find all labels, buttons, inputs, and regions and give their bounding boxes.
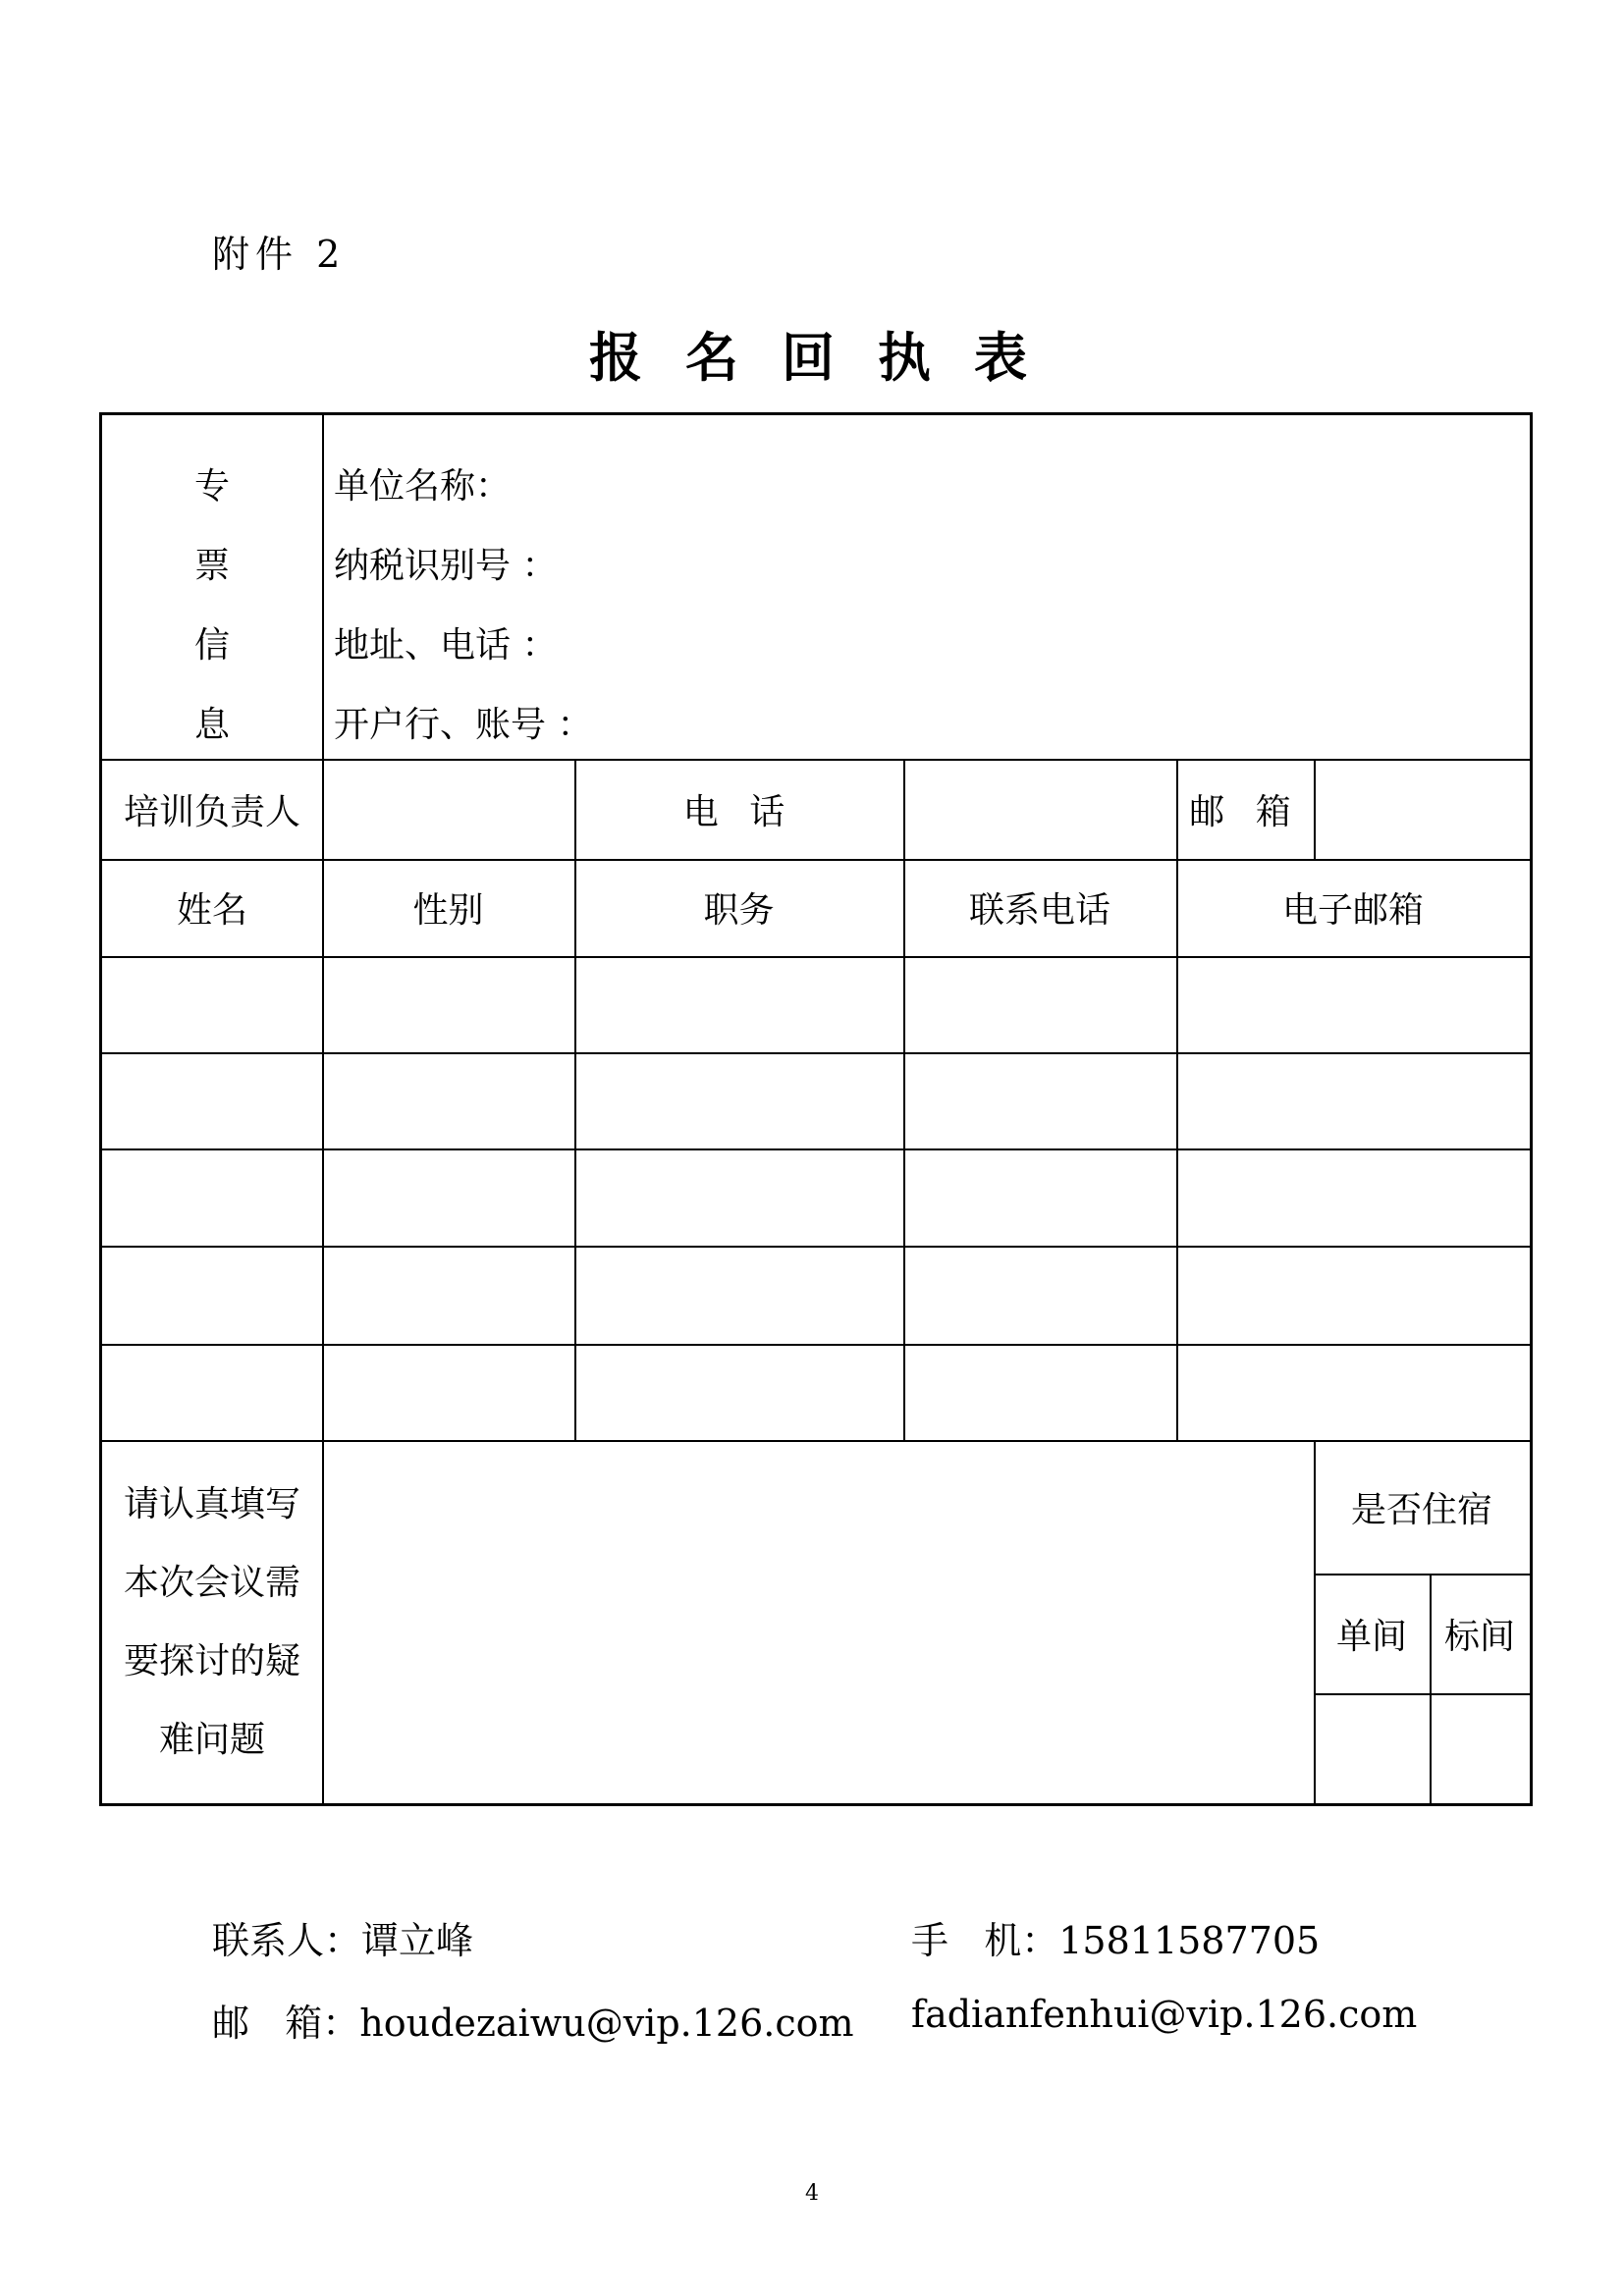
questions-label-line: 难问题 [158, 1720, 265, 1760]
questions-label-line: 本次会议需 [123, 1563, 300, 1603]
email-input[interactable] [1316, 761, 1530, 859]
table-row[interactable] [102, 1246, 1530, 1344]
address-phone-field[interactable]: 地址、电话 ： [334, 625, 558, 666]
header-email: 电子邮箱 [1281, 890, 1424, 931]
contact-person: 联系人：谭立峰 [212, 1919, 474, 1962]
standard-room-label: 标间 [1443, 1616, 1515, 1657]
bank-account-field[interactable]: 开户行、账号 ： [334, 705, 593, 745]
questions-label [102, 1466, 322, 1780]
phone-label: 电 话 [682, 791, 795, 832]
invoice-label-char: 专 [193, 466, 230, 507]
company-name-field[interactable]: 单位名称： [334, 466, 512, 507]
header-phone: 联系电话 [968, 890, 1110, 931]
training-lead-label: 培训负责人 [123, 791, 300, 832]
invoice-label-char: 信 [193, 625, 230, 666]
header-name: 姓名 [176, 890, 247, 931]
table-row[interactable] [102, 956, 1530, 1052]
invoice-label-char: 息 [193, 705, 230, 745]
invoice-info-label [102, 447, 322, 765]
invoice-label-char: 票 [193, 546, 230, 586]
training-lead-input[interactable] [324, 761, 574, 859]
header-position: 职务 [703, 890, 775, 931]
header-gender: 性别 [412, 890, 484, 931]
table-row[interactable] [102, 1344, 1530, 1440]
table-row[interactable] [102, 1148, 1530, 1246]
contact-mobile: 手 机：15811587705 [911, 1919, 1321, 1962]
page-number: 4 [805, 2181, 819, 2206]
table-row[interactable] [102, 1052, 1530, 1148]
tax-id-field[interactable]: 纳税识别号 ： [334, 546, 558, 586]
lodging-label: 是否住宿 [1350, 1489, 1492, 1530]
invoice-fields [334, 447, 592, 765]
single-room-input[interactable] [1316, 1695, 1430, 1803]
phone-input[interactable] [905, 761, 1176, 859]
questions-input[interactable] [324, 1442, 1314, 1803]
registration-form [99, 412, 1533, 1806]
contact-email: 邮 箱：houdezaiwu@vip.126.com [212, 2002, 854, 2045]
standard-room-input[interactable] [1432, 1695, 1530, 1803]
questions-label-line: 要探讨的疑 [123, 1641, 300, 1682]
email-label: 邮 箱 [1189, 791, 1301, 832]
form-title: 报名回执表 [589, 326, 1070, 389]
questions-label-line: 请认真填写 [123, 1484, 300, 1524]
single-room-label: 单间 [1335, 1616, 1407, 1657]
attachment-label: 附件 2 [212, 233, 347, 276]
contact-email-secondary: fadianfenhui@vip.126.com [911, 1993, 1418, 2036]
